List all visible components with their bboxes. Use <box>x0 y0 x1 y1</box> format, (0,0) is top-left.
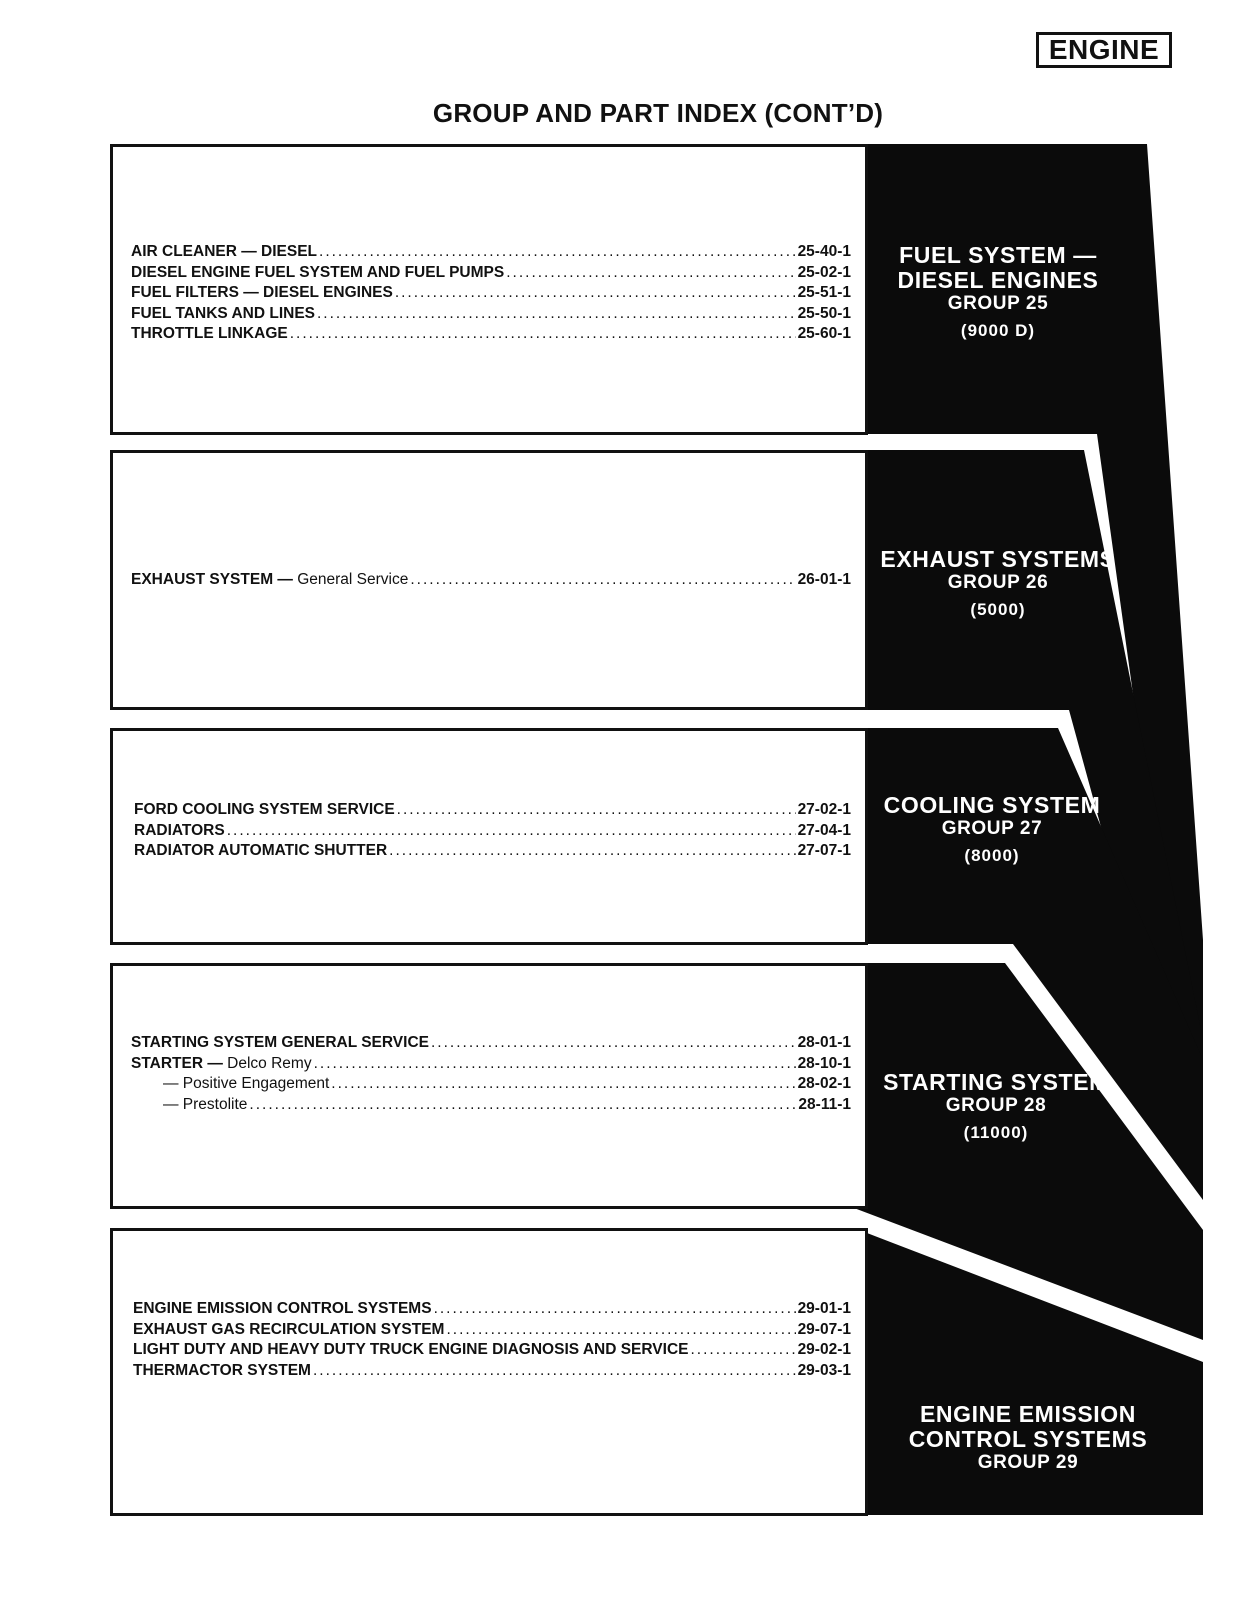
group-code: (11000) <box>963 1123 1029 1142</box>
index-entry[interactable]: EXHAUST SYSTEM — General Service ..... 26-01-1 <box>131 570 851 591</box>
page-title: GROUP AND PART INDEX (CONT’D) <box>432 98 884 128</box>
group-name: COOLING SYSTEM <box>883 792 1101 818</box>
entry-list <box>131 570 851 591</box>
index-entry[interactable]: — Prestolite ..... 28-11-1 <box>131 1095 851 1116</box>
index-entry[interactable]: RADIATOR AUTOMATIC SHUTTER ..... 27-07-1 <box>134 841 851 862</box>
index-entry[interactable]: ENGINE EMISSION CONTROL SYSTEMS ..... 29-01-1 <box>133 1299 851 1320</box>
index-entry[interactable]: STARTER — Delco Remy ..... 28-10-1 <box>131 1054 851 1075</box>
index-entry[interactable]: LIGHT DUTY AND HEAVY DUTY TRUCK ENGINE DIAGNOSIS AND SERVICE ..... 29-02-1 <box>133 1340 851 1361</box>
group-number: GROUP 27 <box>941 818 1043 839</box>
group-number: GROUP 29 <box>977 1452 1079 1473</box>
entry-list <box>133 1299 851 1381</box>
group-tab-label-27[interactable] <box>862 793 1122 866</box>
group-number: GROUP 26 <box>947 572 1049 593</box>
index-entry[interactable]: THROTTLE LINKAGE ..... 25-60-1 <box>131 324 851 345</box>
index-entry[interactable]: — Positive Engagement ..... 28-02-1 <box>131 1074 851 1095</box>
index-entry[interactable]: FUEL FILTERS — DIESEL ENGINES ..... 25-51-1 <box>131 283 851 304</box>
index-section-group-26 <box>110 450 868 710</box>
group-name: CONTROL SYSTEMS <box>908 1426 1148 1452</box>
group-tab-label-25[interactable] <box>868 243 1128 341</box>
index-section-group-29 <box>110 1228 868 1516</box>
group-tab-label-28[interactable] <box>866 1070 1126 1143</box>
group-tab-label-26[interactable] <box>868 547 1128 620</box>
index-section-group-27 <box>110 728 868 945</box>
group-number: GROUP 25 <box>947 293 1049 314</box>
group-tab-label-29[interactable] <box>898 1402 1158 1474</box>
index-entry[interactable]: RADIATORS ..... 27-04-1 <box>134 821 851 842</box>
group-name: EXHAUST SYSTEMS <box>880 546 1116 572</box>
group-code: (5000) <box>970 600 1026 619</box>
index-section-group-25 <box>110 144 868 435</box>
entry-list <box>131 242 851 345</box>
group-code: (8000) <box>964 846 1020 865</box>
entry-list <box>131 1033 851 1115</box>
group-number: GROUP 28 <box>945 1095 1047 1116</box>
index-entry[interactable]: EXHAUST GAS RECIRCULATION SYSTEM ..... 29-07-1 <box>133 1320 851 1341</box>
group-code: (9000 D) <box>960 321 1036 340</box>
group-name: STARTING SYSTEM <box>883 1069 1109 1095</box>
index-entry[interactable]: FUEL TANKS AND LINES ..... 25-50-1 <box>131 304 851 325</box>
index-entry[interactable]: DIESEL ENGINE FUEL SYSTEM AND FUEL PUMPS ..... 25-02-1 <box>131 263 851 284</box>
entry-list <box>134 800 851 862</box>
group-name: ENGINE EMISSION <box>919 1401 1137 1427</box>
section-tag: ENGINE <box>1036 32 1172 68</box>
index-entry[interactable]: AIR CLEANER — DIESEL ..... 25-40-1 <box>131 242 851 263</box>
group-name: DIESEL ENGINES <box>897 267 1099 293</box>
index-section-group-28 <box>110 963 868 1209</box>
group-name: FUEL SYSTEM — <box>899 242 1097 268</box>
index-entry[interactable]: STARTING SYSTEM GENERAL SERVICE ..... 28-01-1 <box>131 1033 851 1054</box>
index-entry[interactable]: FORD COOLING SYSTEM SERVICE ..... 27-02-1 <box>134 800 851 821</box>
index-entry[interactable]: THERMACTOR SYSTEM ..... 29-03-1 <box>133 1361 851 1382</box>
